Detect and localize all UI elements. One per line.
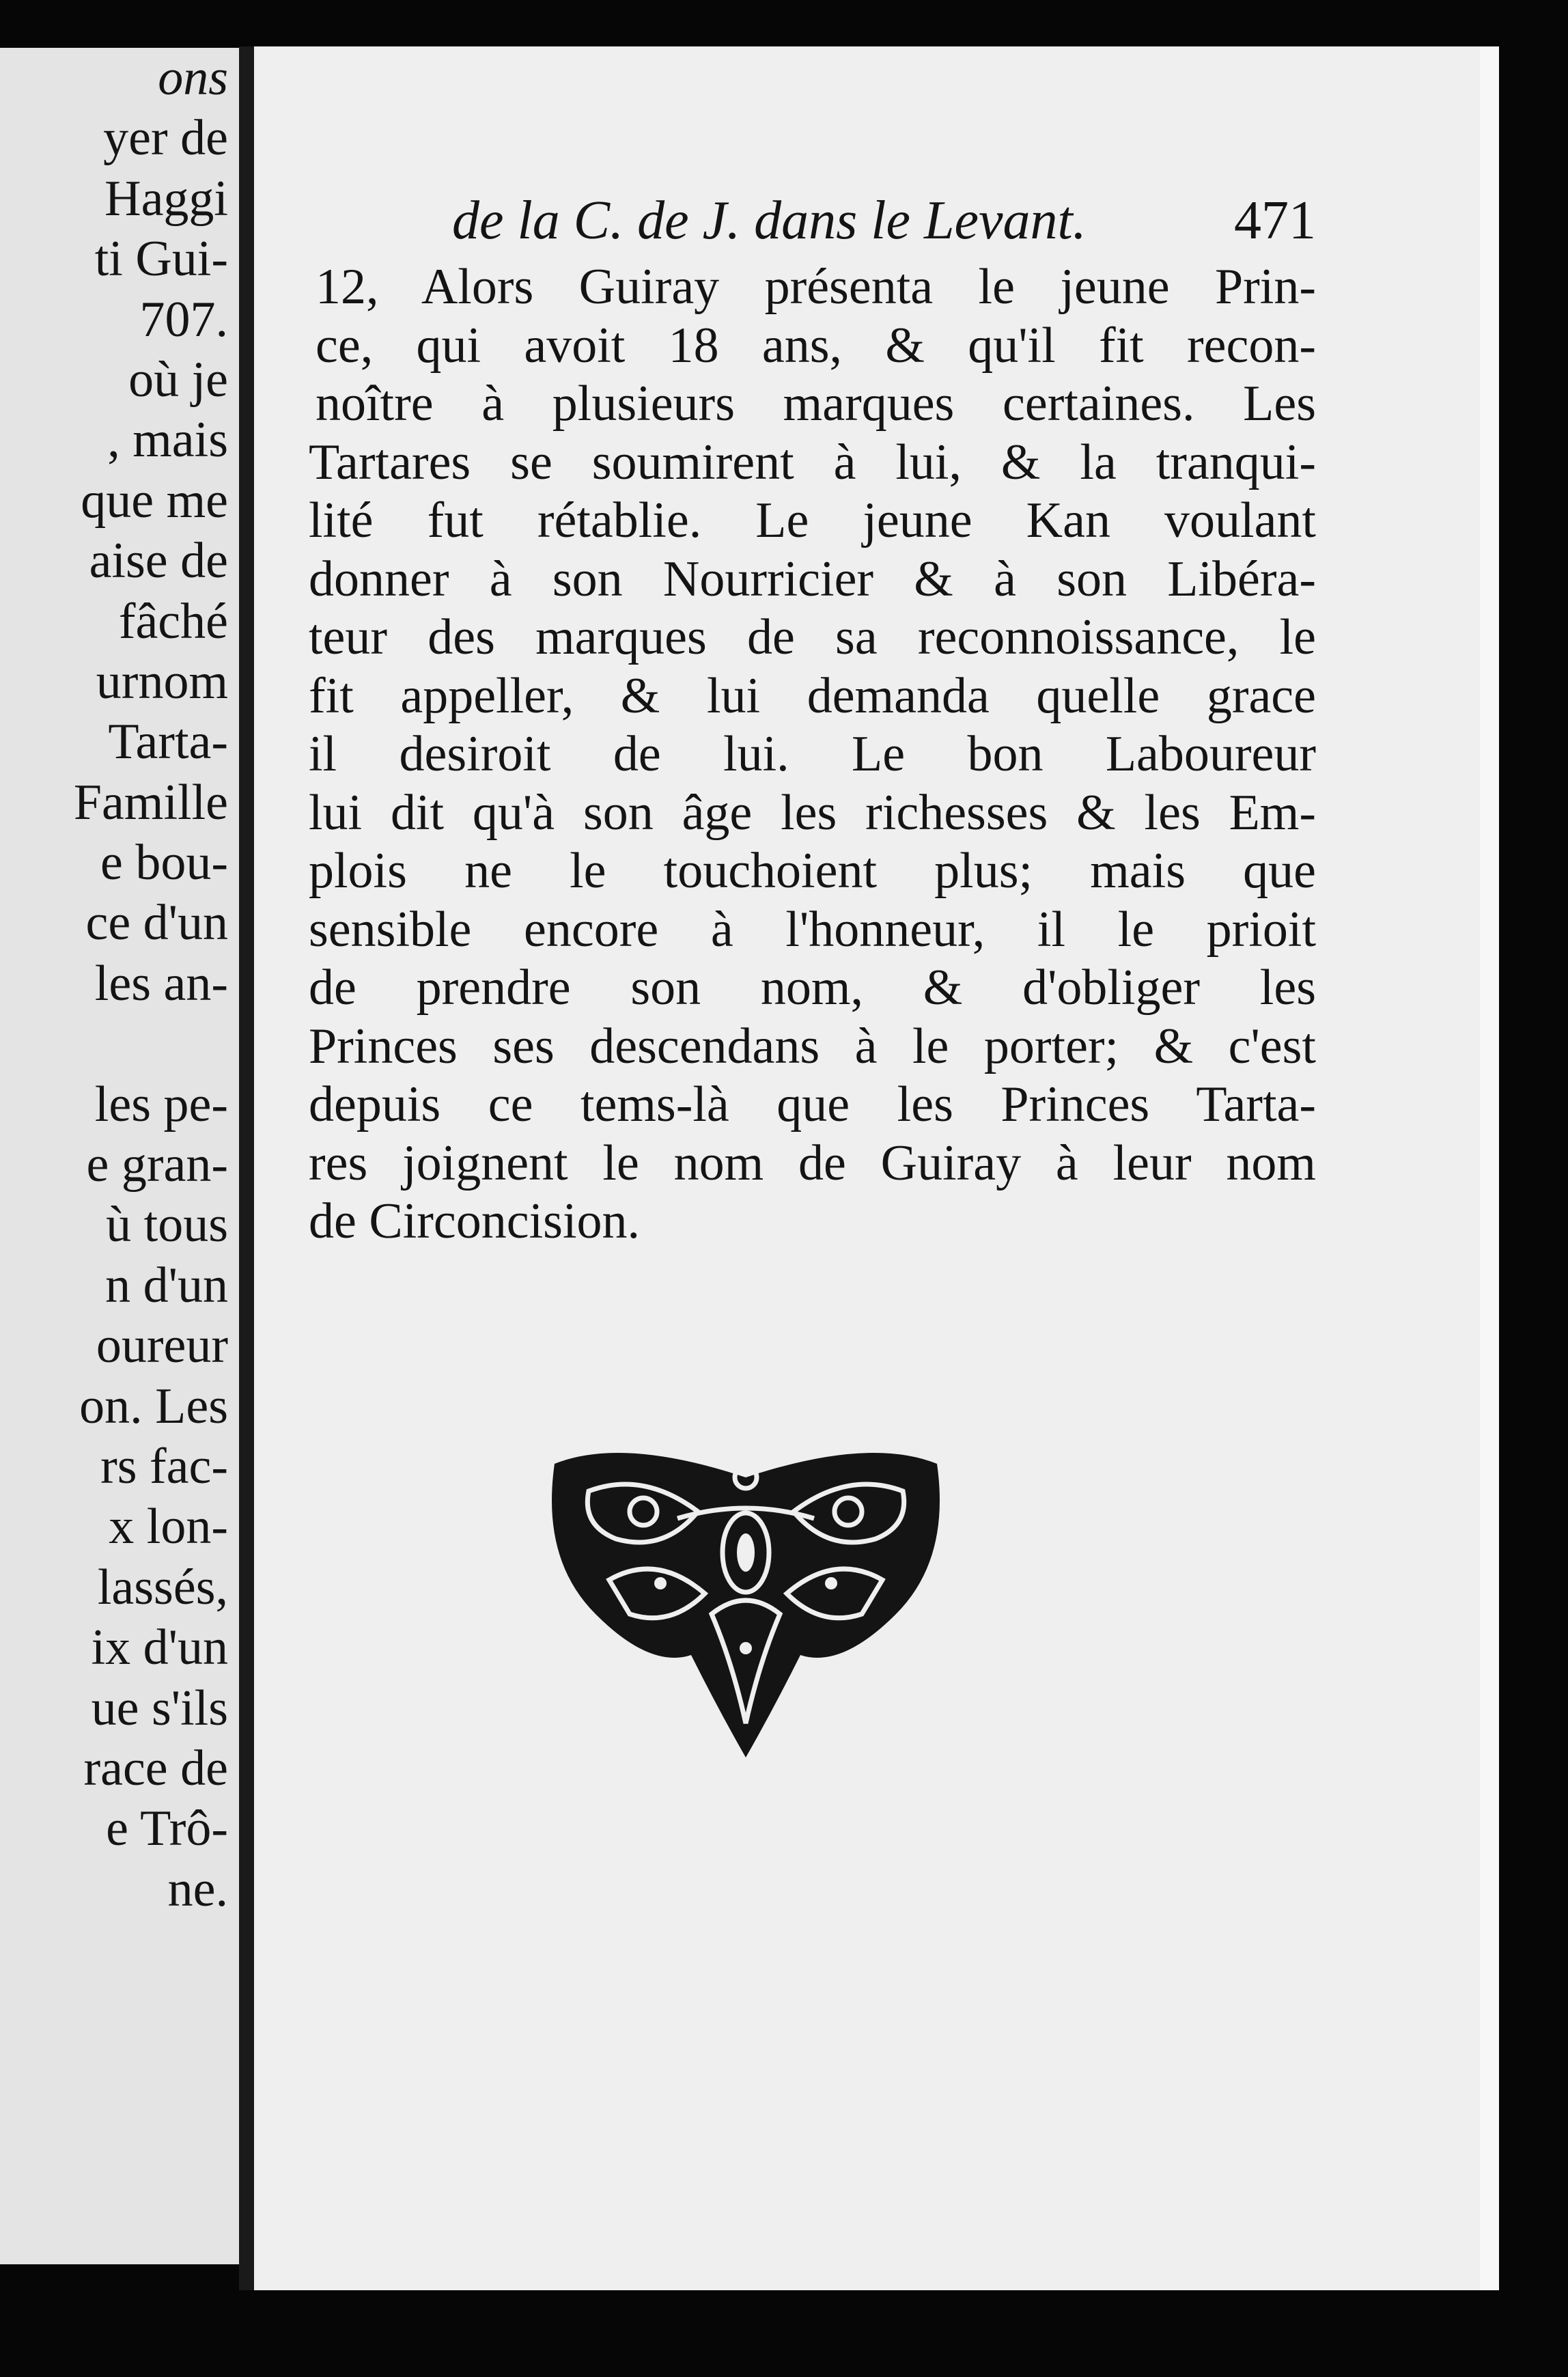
- text-line: ue s'ils: [91, 1680, 228, 1736]
- text-line: 707.: [139, 291, 228, 348]
- text-line: ix d'un: [91, 1620, 228, 1676]
- text-line: fit appeller, & lui demanda quelle grace: [309, 667, 1316, 724]
- left-page-fragment: [0, 48, 246, 2264]
- text-line: Famille: [73, 774, 228, 831]
- text-line: , mais: [107, 412, 228, 469]
- left-page-text: [74, 48, 228, 1919]
- text-line: fâché: [118, 593, 228, 650]
- text-line: où je: [128, 351, 228, 408]
- text-line: lassés,: [97, 1559, 228, 1615]
- text-line: les pe-: [94, 1076, 228, 1132]
- text-line: les an-: [94, 955, 228, 1012]
- running-head: de la C. de J. dans le Levant.: [452, 191, 1087, 251]
- text-line: res joignent le nom de Guiray à leur nom: [309, 1135, 1316, 1191]
- paragraph-gap: [74, 1014, 228, 1074]
- text-line: lui dit qu'à son âge les richesses & les Em-: [309, 784, 1316, 841]
- text-line: de Circoncision.: [309, 1193, 641, 1249]
- text-line: ù tous: [106, 1197, 228, 1253]
- text-line: Tarta-: [108, 714, 228, 770]
- text-line: plois ne le touchoient plus; mais que: [309, 843, 1316, 899]
- ornament-graphic: [541, 1436, 951, 1764]
- text-line: ti Gui-: [94, 231, 228, 288]
- left-running-head: ons: [158, 50, 228, 106]
- text-line: yer de: [103, 110, 228, 167]
- text-line: Haggi: [104, 170, 228, 227]
- text-line: e gran-: [86, 1137, 228, 1193]
- body-text: [309, 258, 1316, 1251]
- text-line: on. Les: [79, 1378, 228, 1434]
- text-line: ce, qui avoit 18 ans, & qu'il fit recon-: [316, 317, 1316, 374]
- text-line: race de: [83, 1740, 228, 1796]
- text-line: urnom: [96, 653, 228, 710]
- text-line: aise de: [89, 533, 228, 589]
- page-number: 471: [1234, 191, 1316, 251]
- text-line: noître à plusieurs marques certaines. Les: [316, 376, 1316, 432]
- text-line: e bou-: [100, 835, 228, 891]
- text-line: e Trô-: [106, 1801, 228, 1857]
- text-line: de prendre son nom, & d'obliger les: [309, 960, 1316, 1016]
- text-line: x lon-: [109, 1499, 228, 1555]
- text-line: n d'un: [105, 1257, 228, 1313]
- text-line: que me: [81, 472, 228, 529]
- text-line: rs fac-: [100, 1438, 228, 1495]
- text-line: Tartares se soumirent à lui, & la tranqui-: [309, 434, 1316, 490]
- text-line: ne.: [167, 1861, 228, 1917]
- text-line: oureur: [96, 1318, 228, 1374]
- text-line: depuis ce tems-là que les Princes Tarta-: [309, 1076, 1316, 1132]
- floral-ornament-icon: [541, 1436, 951, 1764]
- text-line: sensible encore à l'honneur, il le prioit: [309, 901, 1316, 958]
- text-line: lité fut rétablie. Le jeune Kan voulant: [309, 492, 1316, 548]
- text-line: il desiroit de lui. Le bon Laboureur: [309, 726, 1316, 782]
- text-line: Princes ses descendans à le porter; & c'est: [309, 1018, 1316, 1074]
- text-line: teur des marques de sa reconnoissance, le: [309, 609, 1316, 665]
- text-line: 12, Alors Guiray présenta le jeune Prin-: [316, 259, 1316, 315]
- text-line: donner à son Nourricier & à son Libéra-: [309, 551, 1316, 607]
- main-page: [239, 46, 1499, 2290]
- text-line: ce d'un: [85, 895, 228, 951]
